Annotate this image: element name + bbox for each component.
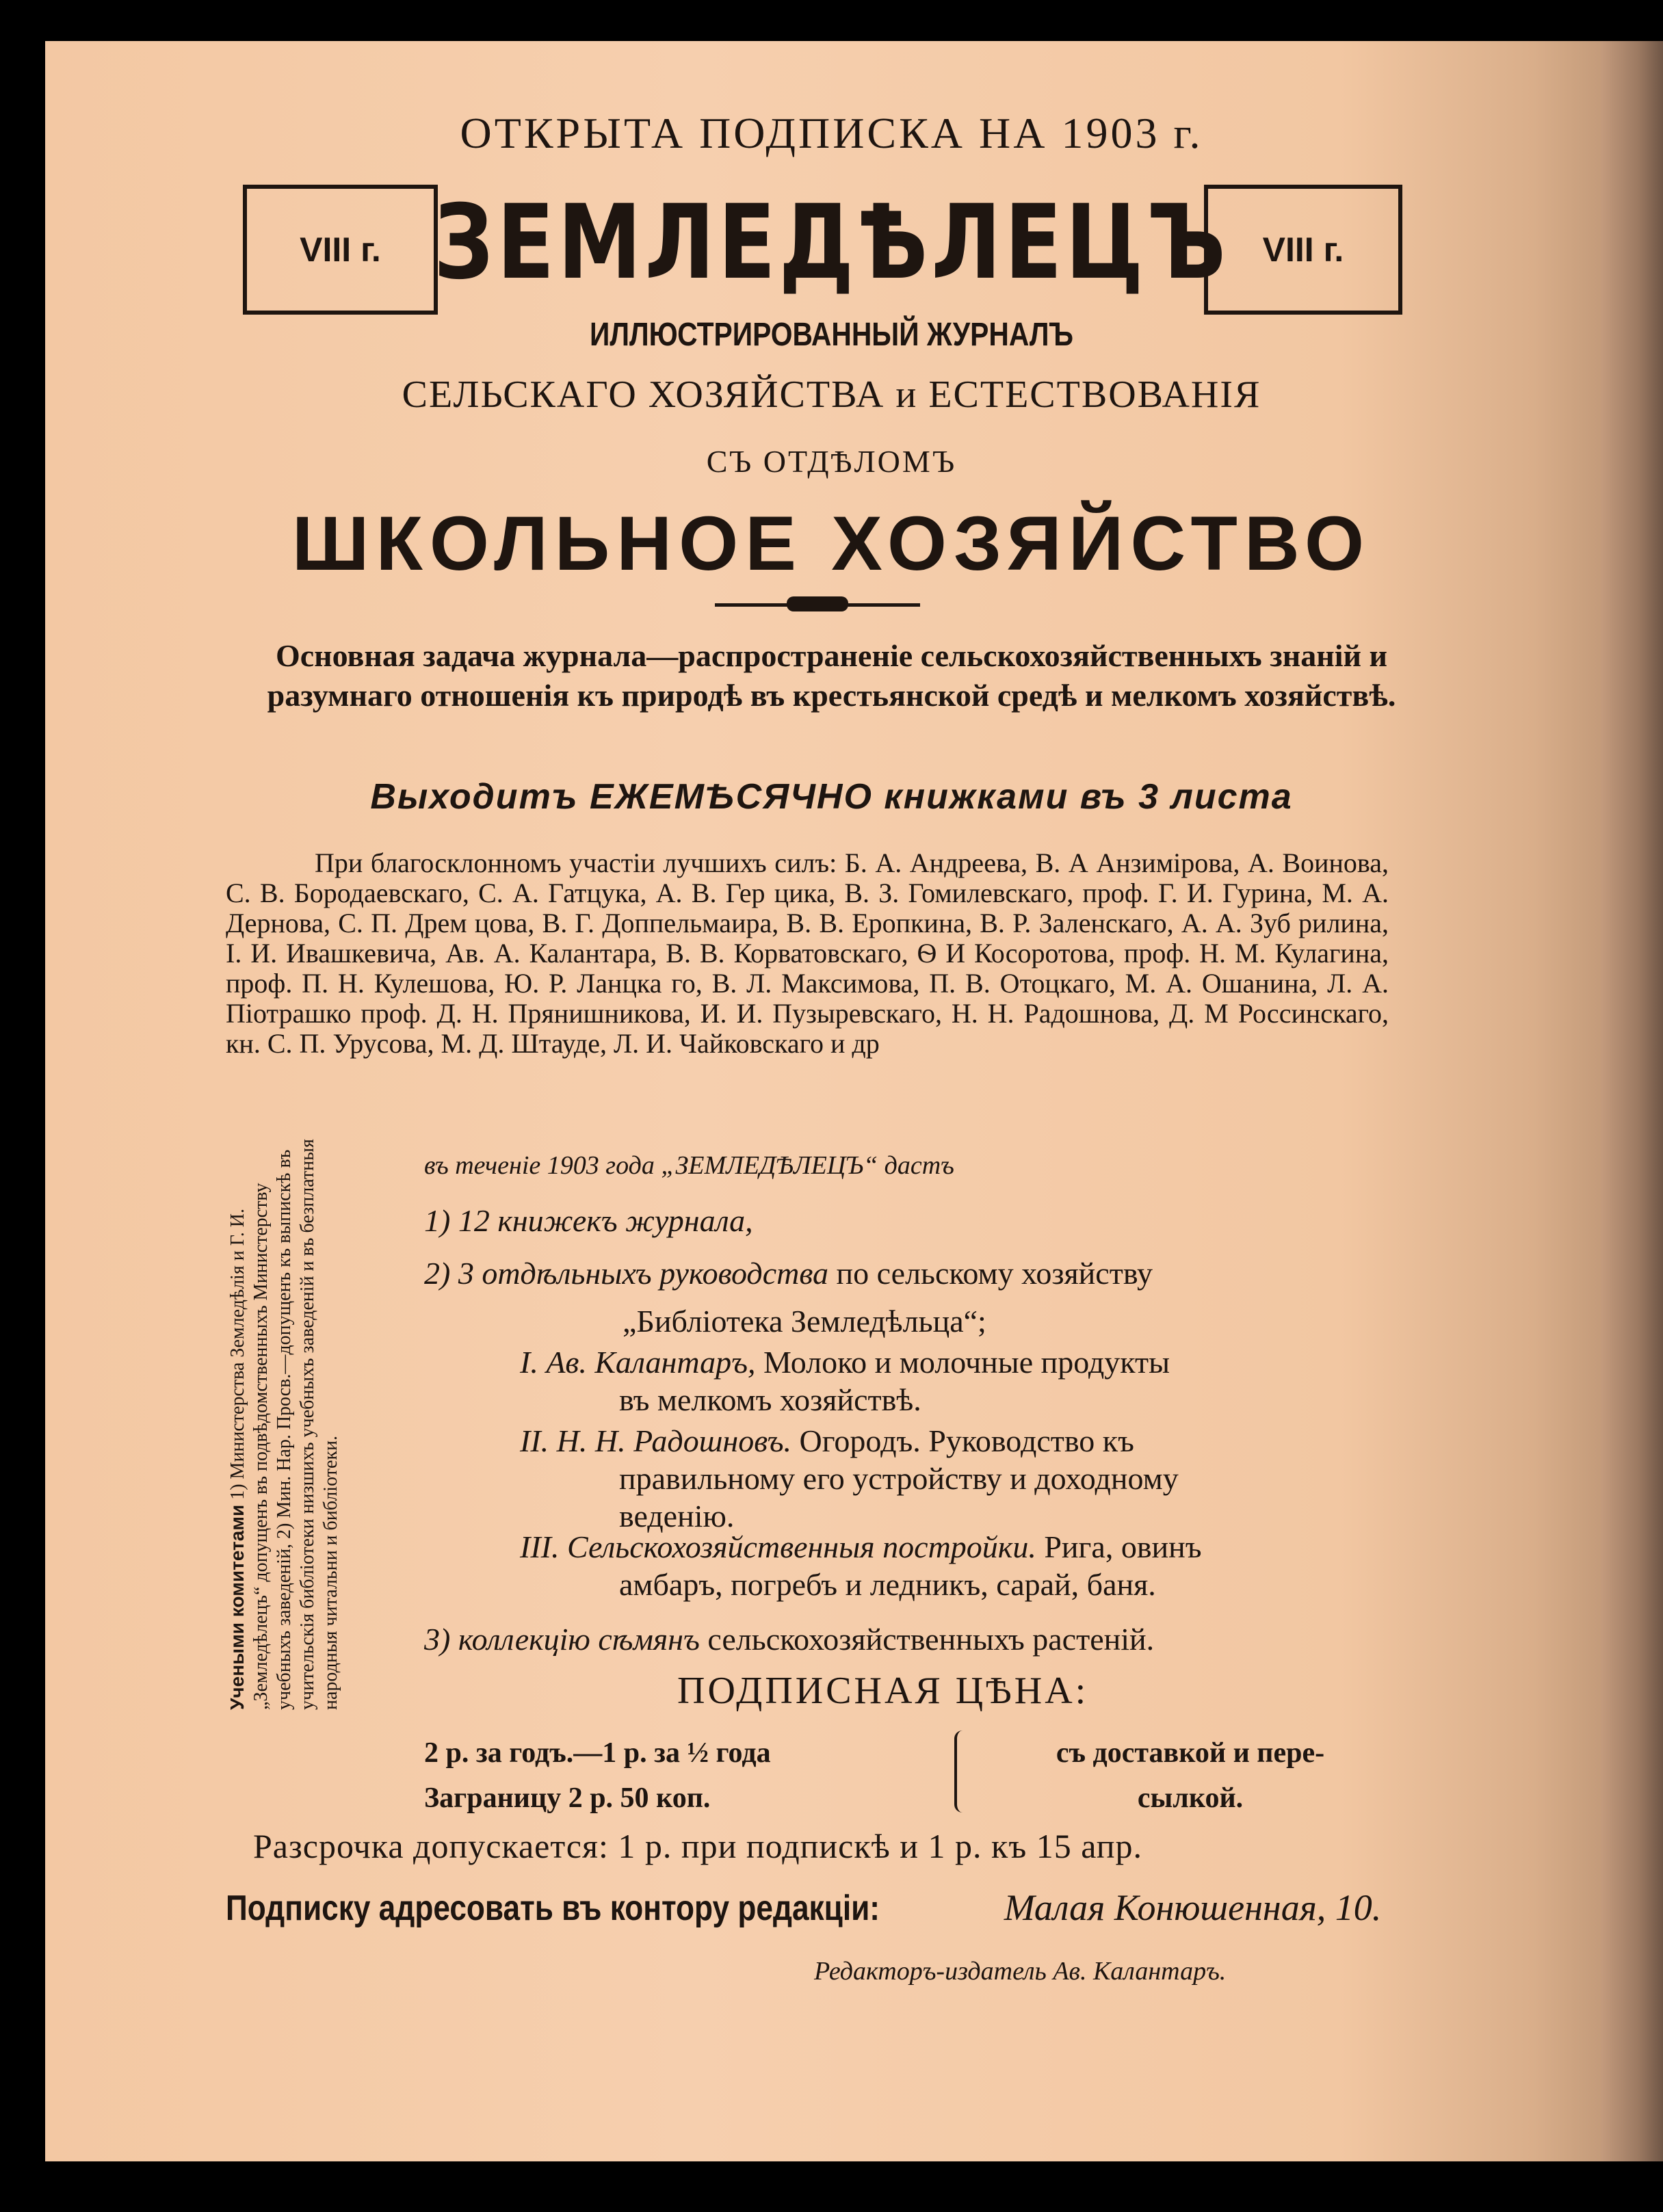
offer-item-1: 1) 12 книжекъ журнала, bbox=[424, 1203, 753, 1238]
side-note bbox=[226, 1108, 410, 1710]
address-label: Подписку адресовать въ контору редакціи: bbox=[226, 1888, 880, 1928]
delivery-line-2: сылкой. bbox=[1137, 1782, 1244, 1814]
book-2-author: II. Н. Н. Радошновъ. bbox=[520, 1423, 791, 1458]
offer-item-3-rest: сельскохозяйственныхъ растеній. bbox=[699, 1622, 1155, 1657]
offer-item-2-rest: по сельскому хозяйству bbox=[828, 1256, 1153, 1291]
contributors-paragraph: При благосклонномъ участіи лучшихъ силъ: Б. А. Андреева, В. А Анзимірова, А. Воинова, С. В. Бородаевскаго, С. А. Гатцука, А. В. Гер цика, В. З. Гомилевскаго, проф. Г. И. Гурина, М. А. Дернова, С. П. Дрем цова, В. Г. Доппельмаира, В. В. Еропкина, В. Р. Заленскаго, А. А. Зуб рилина, І. И. Ивашкевича, Ав. А. Калантара, В. В. Корватовскаго, Ѳ И Косоротова, проф. Н. М. Кулагина, проф. П. Н. Кулешова, Ю. Р. Ланцка го, В. Л. Максимова, П. В. Отоцкаго, М. А. Ошанина, Л. А. Піотрашко проф. Д. Н. Прянишникова, И. И. Пузыревскаго, Н. Н. Радошнова, Д. М Россинскаго, кн. С. П. Урусова, М. Д. Штауде, Л. И. Чайковскаго и др bbox=[226, 847, 1389, 1059]
offer-item-2-line2: „Библіотека Земледѣльца“; bbox=[623, 1304, 986, 1339]
address-line bbox=[226, 1886, 1381, 1929]
delivery-note bbox=[978, 1730, 1402, 1821]
section-title: ШКОЛЬНОЕ ХОЗЯЙСТВО bbox=[291, 501, 1372, 586]
offer-item-2 bbox=[424, 1255, 1396, 1291]
editor-line: Редакторъ-издатель Ав. Калантаръ. bbox=[814, 1957, 1227, 1986]
offer-intro: въ теченіе 1903 года „ЗЕМЛЕДѢЛЕЦЪ“ дастъ bbox=[424, 1151, 954, 1180]
year-box-right: VIII г. bbox=[1204, 185, 1402, 315]
book-3-title: III. Сельскохозяйственныя постройки. bbox=[520, 1529, 1036, 1564]
delivery-line-1: съ доставкой и пере- bbox=[1056, 1737, 1325, 1769]
journal-subject: СЕЛЬСКАГО ХОЗЯЙСТВА и ЕСТЕСТВОВАНІЯ bbox=[402, 373, 1261, 416]
journal-title: ЗЕМЛЕДѢЛЕЦЪ bbox=[434, 183, 1229, 302]
price-heading: ПОДПИСНАЯ ЦѢНА: bbox=[677, 1670, 1089, 1712]
price-brace bbox=[954, 1730, 967, 1813]
side-note-body: 1) Министерства Земледѣлія и Г. И. „Земледѣлецъ“ допущенъ въ подвѣдомственныхъ Министерству учебныхъ заведеній, 2) Мин. Нар. Просв.—допущенъ къ выпискѣ въ учительскія библіотеки низшихъ учебныхъ заведеній и въ безплатныя народныя читальни и библіотеки. bbox=[227, 1139, 341, 1710]
offer-item-2-italic: 2) 3 отдѣльныхъ руководства bbox=[424, 1256, 828, 1291]
year-box-left: VIII г. bbox=[243, 185, 438, 315]
price-block bbox=[424, 1730, 771, 1821]
book-1-author: I. Ав. Калантаръ, bbox=[520, 1345, 756, 1380]
installment-note: Разсрочка допускается: 1 р. при подпискѣ и 1 р. къ 15 апр. bbox=[253, 1827, 1142, 1865]
book-3-line2: амбаръ, погребъ и ледникъ, сарай, баня. bbox=[619, 1567, 1156, 1602]
book-1-title: Молоко и молочные продукты bbox=[755, 1345, 1170, 1380]
book-1-line2: въ мелкомъ хозяйствѣ. bbox=[619, 1382, 921, 1417]
section-intro: СЪ ОТДѢЛОМЪ bbox=[706, 444, 957, 479]
address-value: Малая Конюшенная, 10. bbox=[1004, 1887, 1382, 1928]
price-line-2: Заграницу 2 р. 50 коп. bbox=[424, 1782, 711, 1814]
frequency-line: Выходитъ ЕЖЕМѢСЯЧНО книжками въ 3 листа bbox=[370, 777, 1293, 817]
book-2-line3: веденію. bbox=[619, 1499, 735, 1533]
book-2 bbox=[520, 1423, 1396, 1459]
divider-ornament bbox=[787, 596, 848, 611]
offer-item-3 bbox=[424, 1621, 1396, 1657]
journal-subtitle: ИЛЛЮСТРИРОВАННЫЙ ЖУРНАЛЪ bbox=[590, 317, 1073, 353]
journal-task: Основная задача журнала—распространеніе сельскохозяйственныхъ знаній и разумнаго отношенія къ природѣ въ крестьянской средѣ и мелкомъ хозяйствѣ. bbox=[267, 638, 1396, 713]
side-note-text bbox=[226, 1108, 343, 1710]
page-edge-shadow bbox=[1601, 41, 1663, 2161]
price-line-1: 2 р. за годъ.—1 р. за ½ года bbox=[424, 1737, 771, 1769]
book-1 bbox=[520, 1344, 1396, 1380]
side-note-lead: Учеными комитетами bbox=[226, 1504, 248, 1710]
book-2-line2: правильному его устройству и доходному bbox=[619, 1461, 1179, 1496]
book-3 bbox=[520, 1529, 1396, 1565]
book-3-rest: Рига, овинъ bbox=[1036, 1529, 1202, 1564]
subscription-heading: ОТКРЫТА ПОДПИСКА НА 1903 г. bbox=[460, 109, 1203, 157]
book-2-title: Огородъ. Руководство къ bbox=[791, 1423, 1134, 1458]
offer-item-3-italic: 3) коллекцію сѣмянъ bbox=[424, 1622, 700, 1657]
